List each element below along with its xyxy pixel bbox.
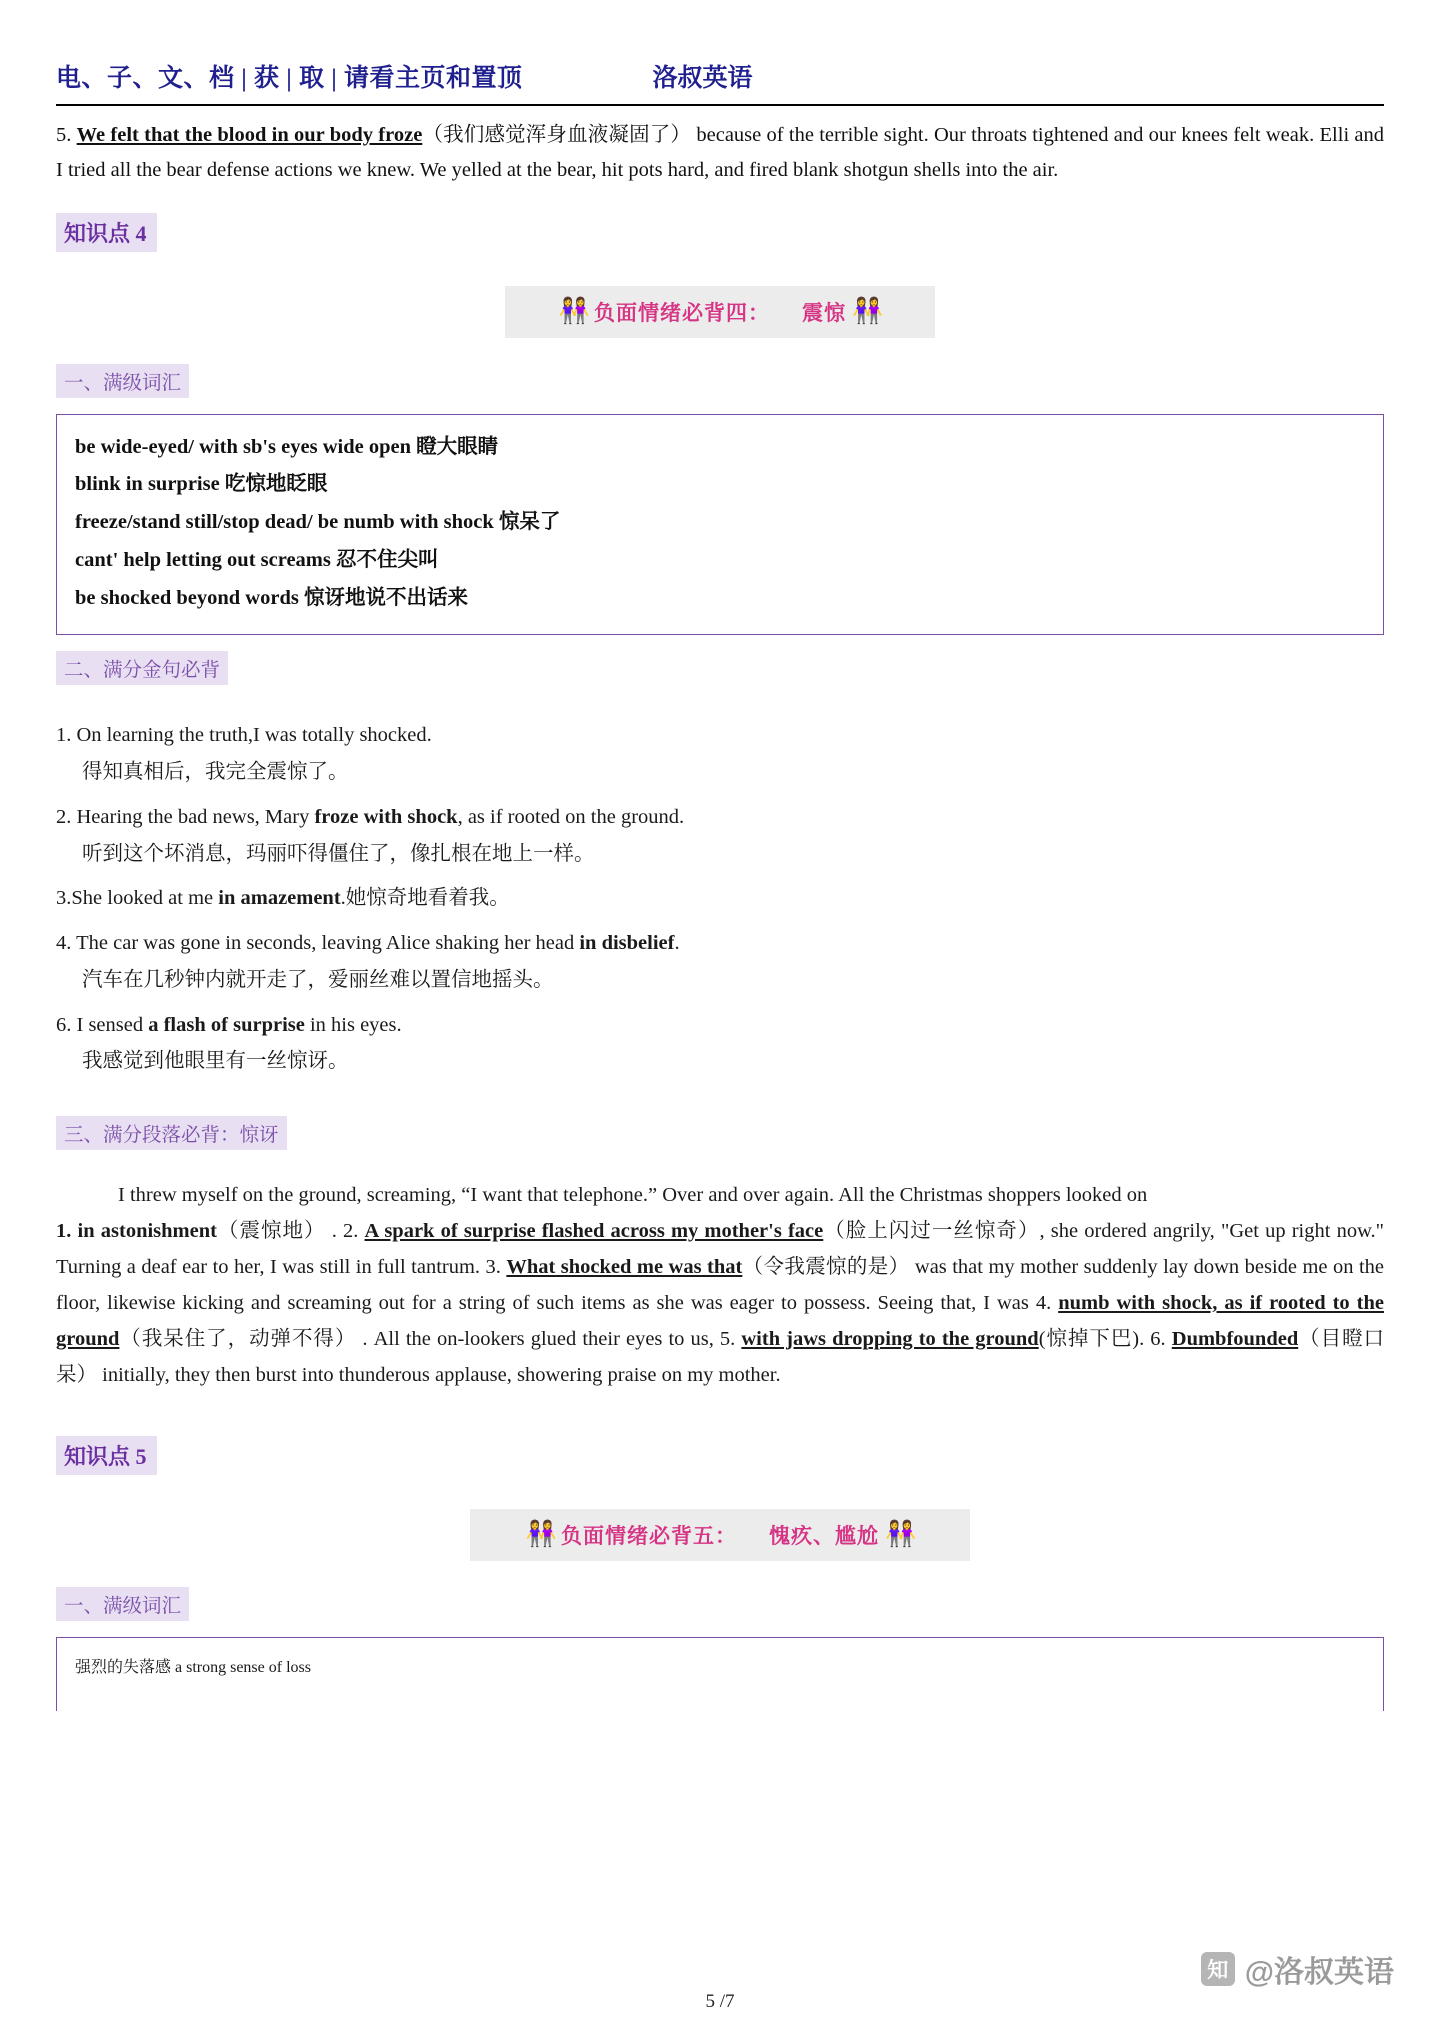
list-item [56,801,1384,871]
passage-seg5-gloss: (惊掉下巴) [1038,1327,1140,1350]
sentence-en-bold: a flash of surprise [148,1013,305,1036]
vocab-line: 强烈的失落感 a strong sense of loss [75,1658,311,1676]
list-item [56,927,1384,997]
passage-seg5-tail: . 6. [1139,1327,1172,1350]
watermark [1201,1947,1394,1991]
passage-seg2-tail: , she ordered angrily, "Get up right now." Turning a deaf ear to her, I was still in full tantrum. 3. [56,1220,1385,1279]
passage-seg2-bold: A spark of surprise flashed across my mother's face [364,1220,824,1243]
intro-underlined-phrase: We felt that the blood in our body froze [76,124,423,146]
passage-seg3-bold: What shocked me was that [506,1256,743,1279]
sentence-number: 4. [56,932,72,955]
list-item [56,719,1384,789]
section5-vocab-box [56,1637,1384,1711]
list-item [56,882,1384,915]
sentence-number: 2. [56,805,72,828]
section5-banner-text: 负面情绪必背五： [561,1523,737,1548]
page-header [48,0,1392,94]
sentence-en-pre: Hearing the bad news, Mary [71,805,315,828]
sentence-en-post: .她惊奇地看着我。 [340,887,510,910]
passage-seg1-tail: . 2. [325,1220,365,1243]
sentence-en [56,719,1384,752]
section4-banner-text: 负面情绪必背四： [594,300,770,325]
sentence-number: 1. [56,724,72,747]
section4-banner [505,286,935,338]
page-footer: 5 /7 [705,1991,735,2012]
sentence-en-bold: in disbelief [579,932,675,955]
header-left-text: 电、子、文、档 | 获 | 取 | 请看主页和置顶 [56,65,523,92]
girls-emoji-icon: 👭 [558,298,588,325]
passage-body [56,1214,1384,1393]
passage-seg6-bold: Dumbfounded [1171,1327,1299,1350]
sentence-zh: 我感觉到他眼里有一丝惊讶。 [82,1050,349,1073]
sentence-en-post: . [674,932,680,955]
watermark-text: @洛叔英语 [1244,1956,1394,1989]
passage-seg4-gloss: （我呆住了，动弹不得） [119,1327,357,1350]
vocab-line: cant' help letting out screams 忍不住尖叫 [75,549,439,572]
kp4-number: 4 [135,220,147,246]
sentence-zh: 听到这个坏消息，玛丽吓得僵住了，像扎根在地上一样。 [82,842,595,865]
passage-seg6-tail: initially, they then burst into thunderous applause, showering praise on my mother. [97,1363,781,1386]
kp4-label: 知识点 [64,220,131,246]
sentence-en-pre: On learning the truth,I was totally shocked. [71,724,432,747]
vocab-line: be wide-eyed/ with sb's eyes wide open 瞪大眼睛 [75,435,499,458]
zhihu-logo-icon: 知 [1201,1952,1235,1986]
header-right-text: 洛叔英语 [652,65,753,92]
section4-banner-text2: 震惊 [802,300,846,325]
kp5-label: 知识点 [64,1443,131,1469]
intro-gloss: （我们感觉浑身血液凝固了） [422,124,692,146]
passage-seg2-gloss: （脸上闪过一丝惊奇） [823,1220,1040,1243]
vocab-line: freeze/stand still/stop dead/ be numb with shock 惊呆了 [75,511,561,534]
sentence-en-pre: I sensed [71,1013,149,1036]
passage-seg4-tail: . All the on-lookers glued their eyes to us, 5. [356,1327,742,1350]
sentence-en-pre: The car was gone in seconds, leaving Alice shaking her head [71,932,580,955]
sentence-zh: 得知真相后，我完全震惊了。 [82,760,349,783]
sentence-en-post: , as if rooted on the ground. [457,805,685,828]
section4-sub2-heading: 二、满分金句必背 [56,651,228,685]
section4-passage [56,1178,1384,1393]
header-divider [56,104,1384,106]
kp5-number: 5 [135,1443,147,1469]
passage-seg6-gloss: （目瞪口呆） [56,1327,1385,1386]
passage-seg1-num: 1. [56,1220,78,1243]
section5-banner-text2: 愧疚、尴尬 [769,1523,879,1548]
sentence-en-bold: froze with shock [314,805,458,828]
section5-sub1-heading: 一、满级词汇 [56,1587,189,1621]
sentence-en [56,801,1384,834]
girls-emoji-icon-right: 👭 [885,1521,915,1549]
sentence-en [56,1009,1384,1042]
section4-sub3-heading: 三、满分段落必背：惊讶 [56,1116,287,1150]
knowledge-point-5-heading [56,1436,157,1475]
intro-number: 5. [56,124,77,146]
passage-seg4-bold: numb with shock, as if rooted to the ground [56,1291,1384,1350]
sentence-en [56,927,1384,960]
passage-seg1-gloss: （震惊地） [216,1220,326,1243]
sentence-number: 6. [56,1013,72,1036]
section4-sentence-list [56,719,1384,1078]
passage-seg1-bold: in astonishment [77,1220,217,1243]
vocab-line: blink in surprise 吃惊地眨眼 [75,473,328,496]
sentence-en [56,882,1384,915]
girls-emoji-icon-right: 👭 [852,298,882,325]
intro-rest: because of the terrible sight. Our throats tightened and our knees felt weak. Elli and I tried all the bear defense actions we knew. We yelled at the bear, hit pots hard, and fired blank shotgun shells into the air. [56,124,1385,182]
list-item [56,1009,1384,1079]
sentence-number: 3. [56,887,72,910]
passage-seg3-tail: was that my mother suddenly lay down beside me on the floor, likewise kicking and screaming out for a string of such items as she was eager to possess. Seeing that, I was 4. [56,1256,1385,1314]
section4-sub1-heading: 一、满级词汇 [56,364,189,398]
passage-seg5-bold: with jaws dropping to the ground [741,1327,1039,1350]
section4-vocab-box [56,414,1384,636]
section5-banner [470,1509,970,1561]
sentence-zh: 汽车在几秒钟内就开走了，爱丽丝难以置信地摇头。 [82,968,554,991]
sentence-en-bold: in amazement [218,887,341,910]
knowledge-point-4-heading [56,213,157,252]
sentence-en-post: in his eyes. [304,1013,402,1036]
girls-emoji-icon: 👭 [525,1521,555,1549]
sentence-en-pre: She looked at me [71,887,219,910]
passage-line-1: I threw myself on the ground, screaming, “I want that telephone.” Over and over again. All the Christmas shoppers looked on [118,1184,1148,1207]
vocab-line: be shocked beyond words 惊讶地说不出话来 [75,587,468,610]
intro-paragraph [56,118,1384,189]
passage-seg3-gloss: （令我震惊的是） [742,1256,910,1279]
